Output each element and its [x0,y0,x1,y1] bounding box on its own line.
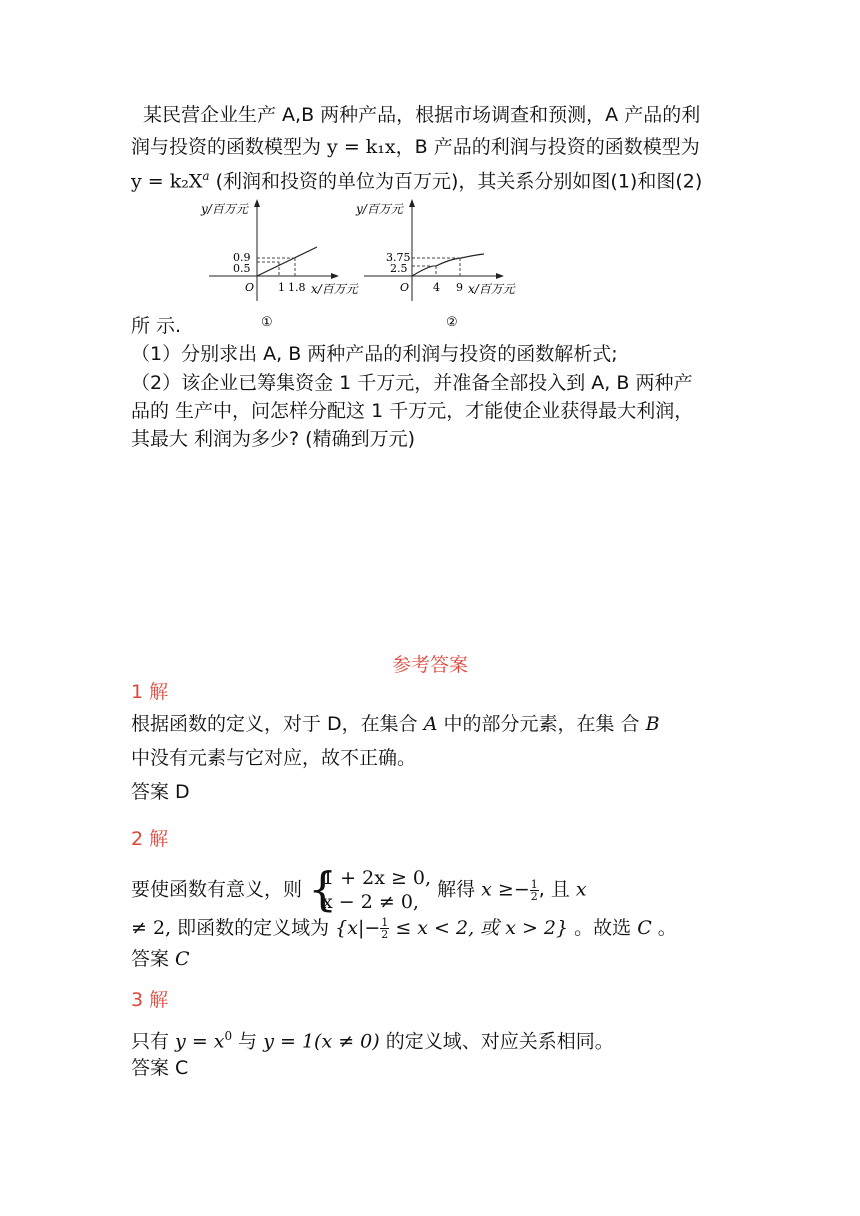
figure-2 [350,195,530,335]
fig2-curve [412,254,484,276]
fraction-half: $\frac{1}{2}$ [530,877,538,903]
fig2-x-arrow [496,273,504,279]
fig1-origin: O [245,281,255,294]
fig2-origin: O [400,281,410,294]
problem-line-2: 润与投资的函数模型为 y = k₁x，B 产品的利润与投资的函数模型为 [131,136,700,158]
problem-line-4: 所 示. [131,315,182,337]
fig1-x-arrow [331,273,339,279]
fig2-ytick-2: 2.5 [390,262,408,275]
answer-1-line-2: 中没有元素与它对应，故不正确。 [131,747,417,769]
answer-3-line-2: 答案 C [131,1057,189,1079]
fig2-ytick-1: 3.75 [386,251,411,264]
fig2-xtick-1: 4 [433,281,440,294]
fig2-ylabel: y/百万元 [356,202,403,216]
fig2-xlabel: x/百万元 [468,282,515,296]
fraction-half-2: $\frac{1}{2}$ [381,916,389,941]
fig1-y-arrow [254,199,260,207]
answers-title: 参考答案 [391,654,468,676]
fig1-ytick-1: 0.9 [233,251,251,264]
formula-b: y = k₂X [131,170,203,193]
fig2-xtick-2: 9 [456,281,463,294]
answer-3-head: 3 解 [131,989,169,1011]
problem-line-3: $y = k_2X^a$ (利润和投资的单位为百万元)，其关系分别如图(1)和图(2) [131,169,703,193]
fig1-xtick-1: 1 [278,281,285,294]
fig1-xtick-2: 1.8 [288,281,306,294]
figure-1 [195,195,375,335]
answer-2-line-1: 要使函数有意义，则 { 1 + 2x ≥ 0, x − 2 ≠ 0, 解得 x ≥− $\frac{1}{2}$ , 且 x [131,862,587,916]
fig1-xlabel: x/百万元 [311,282,358,296]
question-2-line-2: 品的 生产中，问怎样分配这 1 千万元，才能使企业获得最大利润， [131,400,694,422]
answer-1-line-1: 根据函数的定义，对于 D，在集合 A 中的部分元素，在集 合 B [131,713,660,735]
answer-1-head: 1 解 [131,681,169,703]
question-2-line-3: 其最大 利润为多少? (精确到万元) [131,428,415,450]
answer-1-line-3: 答案 D [131,781,190,803]
answer-3-line-1: 只有 $y = x^0$ 与 y = 1(x ≠ 0) 的定义域、对应关系相同。 [131,1029,614,1053]
question-2-line-1: （2）该企业已筹集资金 1 千万元，并准备全部投入到 A, B 两种产 [131,372,693,394]
answer-2-line-2: ≠ 2, 即函数的定义域为 {x|− $\frac{1}{2}$ ≤ x < 2, 或 x > 2} 。故选 C 。 [131,916,677,941]
equation-system: { 1 + 2x ≥ 0, x − 2 ≠ 0, [308,862,432,916]
fig1-caption: ① [261,315,273,330]
answer-2-line-3: 答案 C [131,948,190,970]
answer-2-head: 2 解 [131,828,169,850]
question-1: （1）分别求出 A, B 两种产品的利润与投资的函数解析式; [131,343,618,365]
fig1-line [257,247,317,276]
problem-line-1: 某民营企业生产 A,B 两种产品，根据市场调查和预测，A 产品的利 [143,104,701,126]
formula-a: y = k₁x [327,136,396,158]
fig2-y-arrow [409,199,415,207]
fig2-caption: ② [446,315,458,330]
fig1-ytick-2: 0.5 [233,262,251,275]
fig1-ylabel: y/百万元 [201,202,248,216]
